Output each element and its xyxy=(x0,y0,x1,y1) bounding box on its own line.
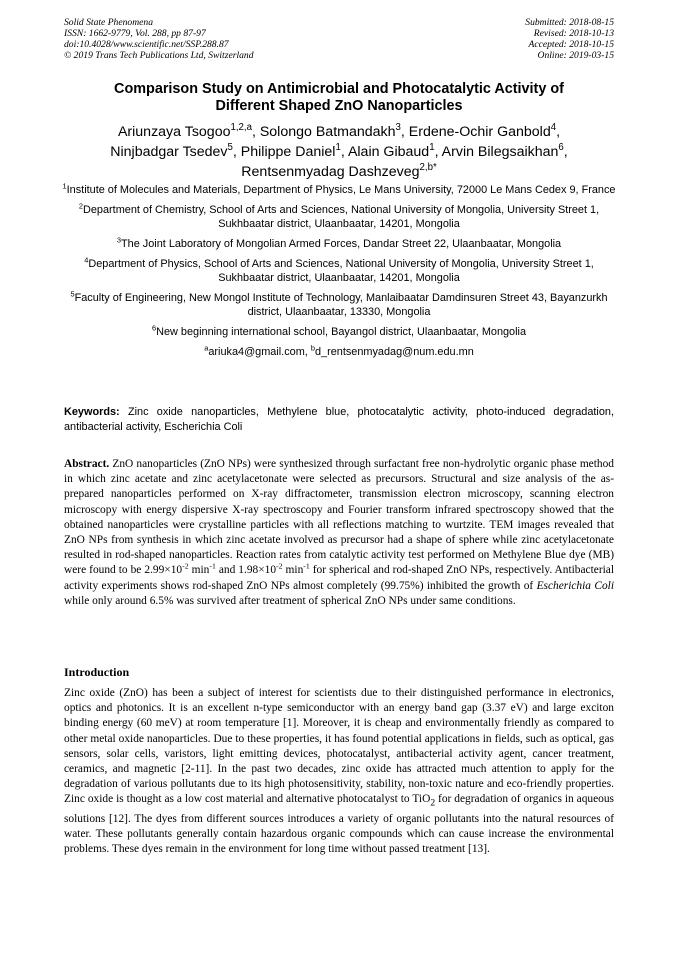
author-list xyxy=(60,122,618,182)
author-emails: $^a$ariuka4@gmail.com, $^b$d_rentsenmyadag@num.edu.mn xyxy=(204,343,474,358)
title-line-1: Comparison Study on Antimicrobial and Photocatalytic Activity of xyxy=(114,81,564,97)
copyright-line: © 2019 Trans Tech Publications Ltd, Switzerland xyxy=(64,50,254,61)
introduction-heading: Introduction xyxy=(64,665,130,679)
online-date: Online: 2019-03-15 xyxy=(537,50,614,61)
keywords-label: Keywords: xyxy=(64,406,120,418)
issn-line: ISSN: 1662-9779, Vol. 288, pp 87-97 xyxy=(64,28,206,39)
author: Ariunzaya Tsogoo$^{1,2,a}$, xyxy=(117,122,260,140)
abstract: Abstract. ZnO nanoparticles (ZnO NPs) were synthesized through surfactant free non-hydrolytic organic phase method in which zinc acetate and zinc acetylacetonate were selected as precursors. Structural and size analysis of the as-prepared nanoparticles performed on X-ray diffractometer, transmission electron microscopy, scanning electron microscopy with energy dispersive X-ray spectroscopy and Fourier transform infrared spectroscopy showed that the obtained nanoparticles were crystalline particles with all reflections matching to wurtzite. TEM images revealed that ZnO NPs from synthesis in which zinc acetate involved as precursor had a shape of sphere while zinc acetylacetonate resulted in rod-shaped nanoparticles. Reaction rates from catalytic activity test performed on Methylene Blue dye (MB) were found to be $2.99\times 10^{-2}$ $\min^{-1}$ and $1.98\times 10^{-2}$ $\min^{-1}$ for spherical and rod-shaped ZnO NPs, respectively. Antibacterial activity experiments shows rod-shaped ZnO NPs almost completely (99.75%) inhibited the growth of Escherichia Coli while only around 6.5% was survived after treatment of spherical ZnO NPs under same conditions. xyxy=(64,458,615,607)
revised-date: Revised: 2018-10-13 xyxy=(533,28,614,39)
accepted-date: Accepted: 2018-10-15 xyxy=(528,39,614,50)
affiliation: $^2$Department of Chemistry, School of Arts and Sciences, National University of Mongolia, University Street 1, Sukhbaatar district, Ulaanbaatar, 14201, Mongolia xyxy=(78,201,600,230)
author: Ninjbadgar Tsedev$^5$, xyxy=(110,142,241,160)
journal-name: Solid State Phenomena xyxy=(64,17,153,28)
journal-info xyxy=(64,17,254,61)
affiliations xyxy=(60,183,618,365)
keywords-text: Zinc oxide nanoparticles, Methylene blue, photocatalytic activity, photo-induced degradation, antibacterial activity, Escherichia Coli xyxy=(64,406,614,433)
submitted-date: Submitted: 2018-08-15 xyxy=(525,17,614,28)
email-link[interactable]: ariuka4@gmail.com xyxy=(208,346,305,358)
abstract-label: Abstract. xyxy=(64,458,110,470)
submission-dates xyxy=(525,17,614,61)
author: Arvin Bilegsaikhan$^6$, xyxy=(441,142,568,160)
email-link[interactable]: d_rentsenmyadag@num.edu.mn xyxy=(314,346,474,358)
doi-line: doi:10.4028/www.scientific.net/SSP.288.87 xyxy=(64,39,229,50)
author: Solongo Batmandakh$^3$, xyxy=(259,122,409,140)
paper-title xyxy=(60,81,618,115)
affiliation: $^1$Institute of Molecules and Materials, Department of Physics, Le Mans University, 72000 Le Mans Cedex 9, France xyxy=(62,181,616,196)
title-line-2: Different Shaped ZnO Nanoparticles xyxy=(215,98,463,114)
author: Alain Gibaud$^1$, xyxy=(347,142,442,160)
species-name: Escherichia Coli xyxy=(536,579,614,592)
affiliation: $^4$Department of Physics, School of Arts and Sciences, National University of Mongolia, University Street 1, Sukhbaatar district, Ulaanbaatar, 14201, Mongolia xyxy=(84,255,594,284)
introduction-text: Zinc oxide (ZnO) has been a subject of interest for scientists due to their distinguished performance in electronics, optics and photonics. It is an excellent n-type semiconductor with an energy band gap (3.37 eV) and large exciton binding energy (60 meV) at room temperature [1]. Moreover, it is cheap and environmentally friendly as compared to other metal oxide nanoparticles. Due to these properties, it has found potential applications in fields, such as optical, gas sensors, solar cells, varistors, light emitting devices, photocatalyst, antibacterial activity agent, cancer treatment, ceramics, and magnetic [2-11]. In the past two decades, zinc oxide has attracted much attention to apply for the degradation of various pollutants due to its high photosensitivity, stability, non-toxic nature and eco-friendly properties. Zinc oxide is thought as a low cost material and alternative photocatalyst to TiO$_2$ for degradation of organics in aqueous solutions [12]. The dyes from different sources introduces a variety of organic pollutants into the natural resources of water. These pollutants generally contain hazardous organic compounds which can cause increase the environmental problems. These dyes remain in the environment for long time without passed treatment [13]. xyxy=(64,687,614,856)
author: Philippe Daniel$^1$, xyxy=(240,142,348,160)
affiliation: $^3$The Joint Laboratory of Mongolian Armed Forces, Dandar Street 22, Ulaanbaatar, Mongolia xyxy=(116,235,562,250)
keywords xyxy=(64,405,614,435)
affiliation: $^5$Faculty of Engineering, New Mongol Institute of Technology, Manlaibaatar Damdinsuren Street 43, Bayanzurkh district, Ulaanbaatar, 13330, Mongolia xyxy=(70,289,608,318)
author: Erdene-Ochir Ganbold$^4$, xyxy=(408,122,561,140)
author: Rentsenmyadag Dashzeveg$^{2,b*}$ xyxy=(241,162,437,180)
affiliation: $^6$New beginning international school, Bayangol district, Ulaanbaatar, Mongolia xyxy=(151,323,527,338)
